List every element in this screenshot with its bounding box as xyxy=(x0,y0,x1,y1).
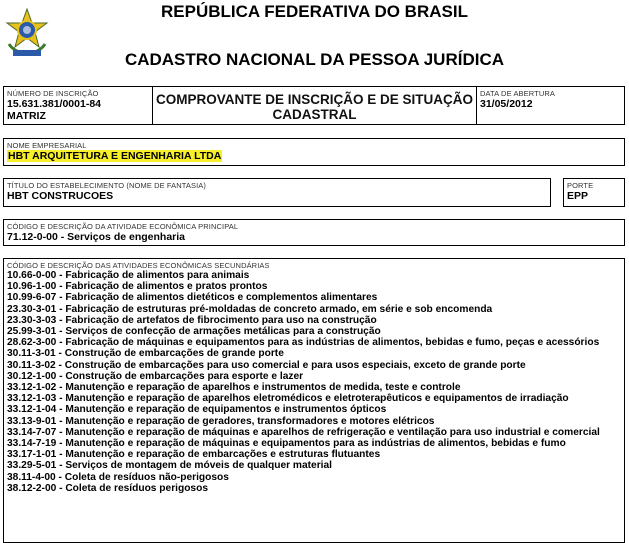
list-item: 10.96-1-00 - Fabricação de alimentos e pratos prontos xyxy=(7,281,268,293)
list-item: 25.99-3-01 - Serviços de confecção de armações metálicas para a construção xyxy=(7,326,381,338)
abertura-date: 31/05/2012 xyxy=(480,98,533,110)
nome-empresarial-box xyxy=(3,138,625,166)
list-item: 10.99-6-07 - Fabricação de alimentos dietéticos e complementos alimentares xyxy=(7,292,378,304)
atividades-secundarias-box xyxy=(3,258,625,543)
nome-fantasia-box xyxy=(3,178,551,207)
list-item: 38.12-2-00 - Coleta de resíduos perigosos xyxy=(7,482,208,494)
list-item: 33.13-9-01 - Manutenção e reparação de geradores, transformadores e motores elétricos xyxy=(7,415,435,427)
list-item: 30.12-1-00 - Construção de embarcações para esporte e lazer xyxy=(7,370,304,382)
inscricao-type: MATRIZ xyxy=(7,110,46,122)
inscricao-number: 15.631.381/0001-84 xyxy=(7,98,102,110)
abertura-box xyxy=(476,86,625,125)
porte-label: PORTE xyxy=(567,181,594,190)
inscricao-label: NÚMERO DE INSCRIÇÃO xyxy=(7,89,99,98)
list-item: 28.62-3-00 - Fabricação de máquinas e equipamentos para as indústrias de alimentos, bebidas e fumo, peças e acessórios xyxy=(7,337,600,349)
list-item: 23.30-3-03 - Fabricação de artefatos de fibrocimento para uso na construção xyxy=(7,314,377,326)
list-item: 33.29-5-01 - Serviços de montagem de móveis de qualquer material xyxy=(7,460,332,472)
nome-fantasia-value: HBT CONSTRUCOES xyxy=(7,190,114,202)
porte-box xyxy=(563,178,625,207)
atividades-secundarias-list xyxy=(7,270,621,494)
inscricao-box xyxy=(3,86,153,125)
header-republica: REPÚBLICA FEDERATIVA DO BRASIL xyxy=(161,2,468,21)
atividade-principal-value: 71.12-0-00 - Serviços de engenharia xyxy=(7,231,186,243)
list-item: 23.30-3-01 - Fabricação de estruturas pré-moldadas de concreto armado, em série e sob encomenda xyxy=(7,303,493,315)
header-cadastro: CADASTRO NACIONAL DA PESSOA JURÍDICA xyxy=(124,50,505,69)
atividade-principal-box xyxy=(3,219,625,246)
list-item: 33.14-7-07 - Manutenção e reparação de máquinas e aparelhos de refrigeração e ventilação para uso industrial e comercial xyxy=(7,426,600,438)
nome-empresarial-label: NOME EMPRESARIAL xyxy=(7,141,87,150)
comprovante-title-line1: COMPROVANTE DE INSCRIÇÃO E DE SITUAÇÃO xyxy=(155,92,474,107)
porte-value: EPP xyxy=(567,190,589,202)
abertura-label: DATA DE ABERTURA xyxy=(480,89,555,98)
list-item: 33.12-1-03 - Manutenção e reparação de aparelhos eletromédicos e eletroterapêuticos e equipamentos de irradiação xyxy=(7,393,569,405)
nome-empresarial-value: HBT ARQUITETURA E ENGENHARIA LTDA xyxy=(8,150,222,162)
list-item: 33.12-1-04 - Manutenção e reparação de equipamentos e instrumentos ópticos xyxy=(7,404,387,416)
list-item: 38.11-4-00 - Coleta de resíduos não-perigosos xyxy=(7,471,229,483)
atividade-principal-label: CÓDIGO E DESCRIÇÃO DA ATIVIDADE ECONÔMICA PRINCIPAL xyxy=(7,222,239,231)
atividades-secundarias-label: CÓDIGO E DESCRIÇÃO DAS ATIVIDADES ECONÔMICAS SECUNDÁRIAS xyxy=(7,261,270,270)
list-item: 30.11-3-02 - Construção de embarcações para uso comercial e para usos especiais, exceto de grande porte xyxy=(7,359,526,371)
list-item: 10.66-0-00 - Fabricação de alimentos para animais xyxy=(7,270,250,281)
comprovante-box xyxy=(152,86,477,125)
list-item: 33.14-7-19 - Manutenção e reparação de máquinas e equipamentos para as indústrias de alimentos, bebidas e fumo xyxy=(7,438,566,450)
list-item: 30.11-3-01 - Construção de embarcações de grande porte xyxy=(7,348,284,360)
comprovante-title-line2: CADASTRAL xyxy=(272,107,357,122)
list-item: 33.17-1-01 - Manutenção e reparação de embarcações e estruturas flutuantes xyxy=(7,449,381,461)
list-item: 33.12-1-02 - Manutenção e reparação de aparelhos e instrumentos de medida, teste e controle xyxy=(7,382,461,394)
nome-fantasia-label: TÍTULO DO ESTABELECIMENTO (NOME DE FANTASIA) xyxy=(7,181,207,190)
